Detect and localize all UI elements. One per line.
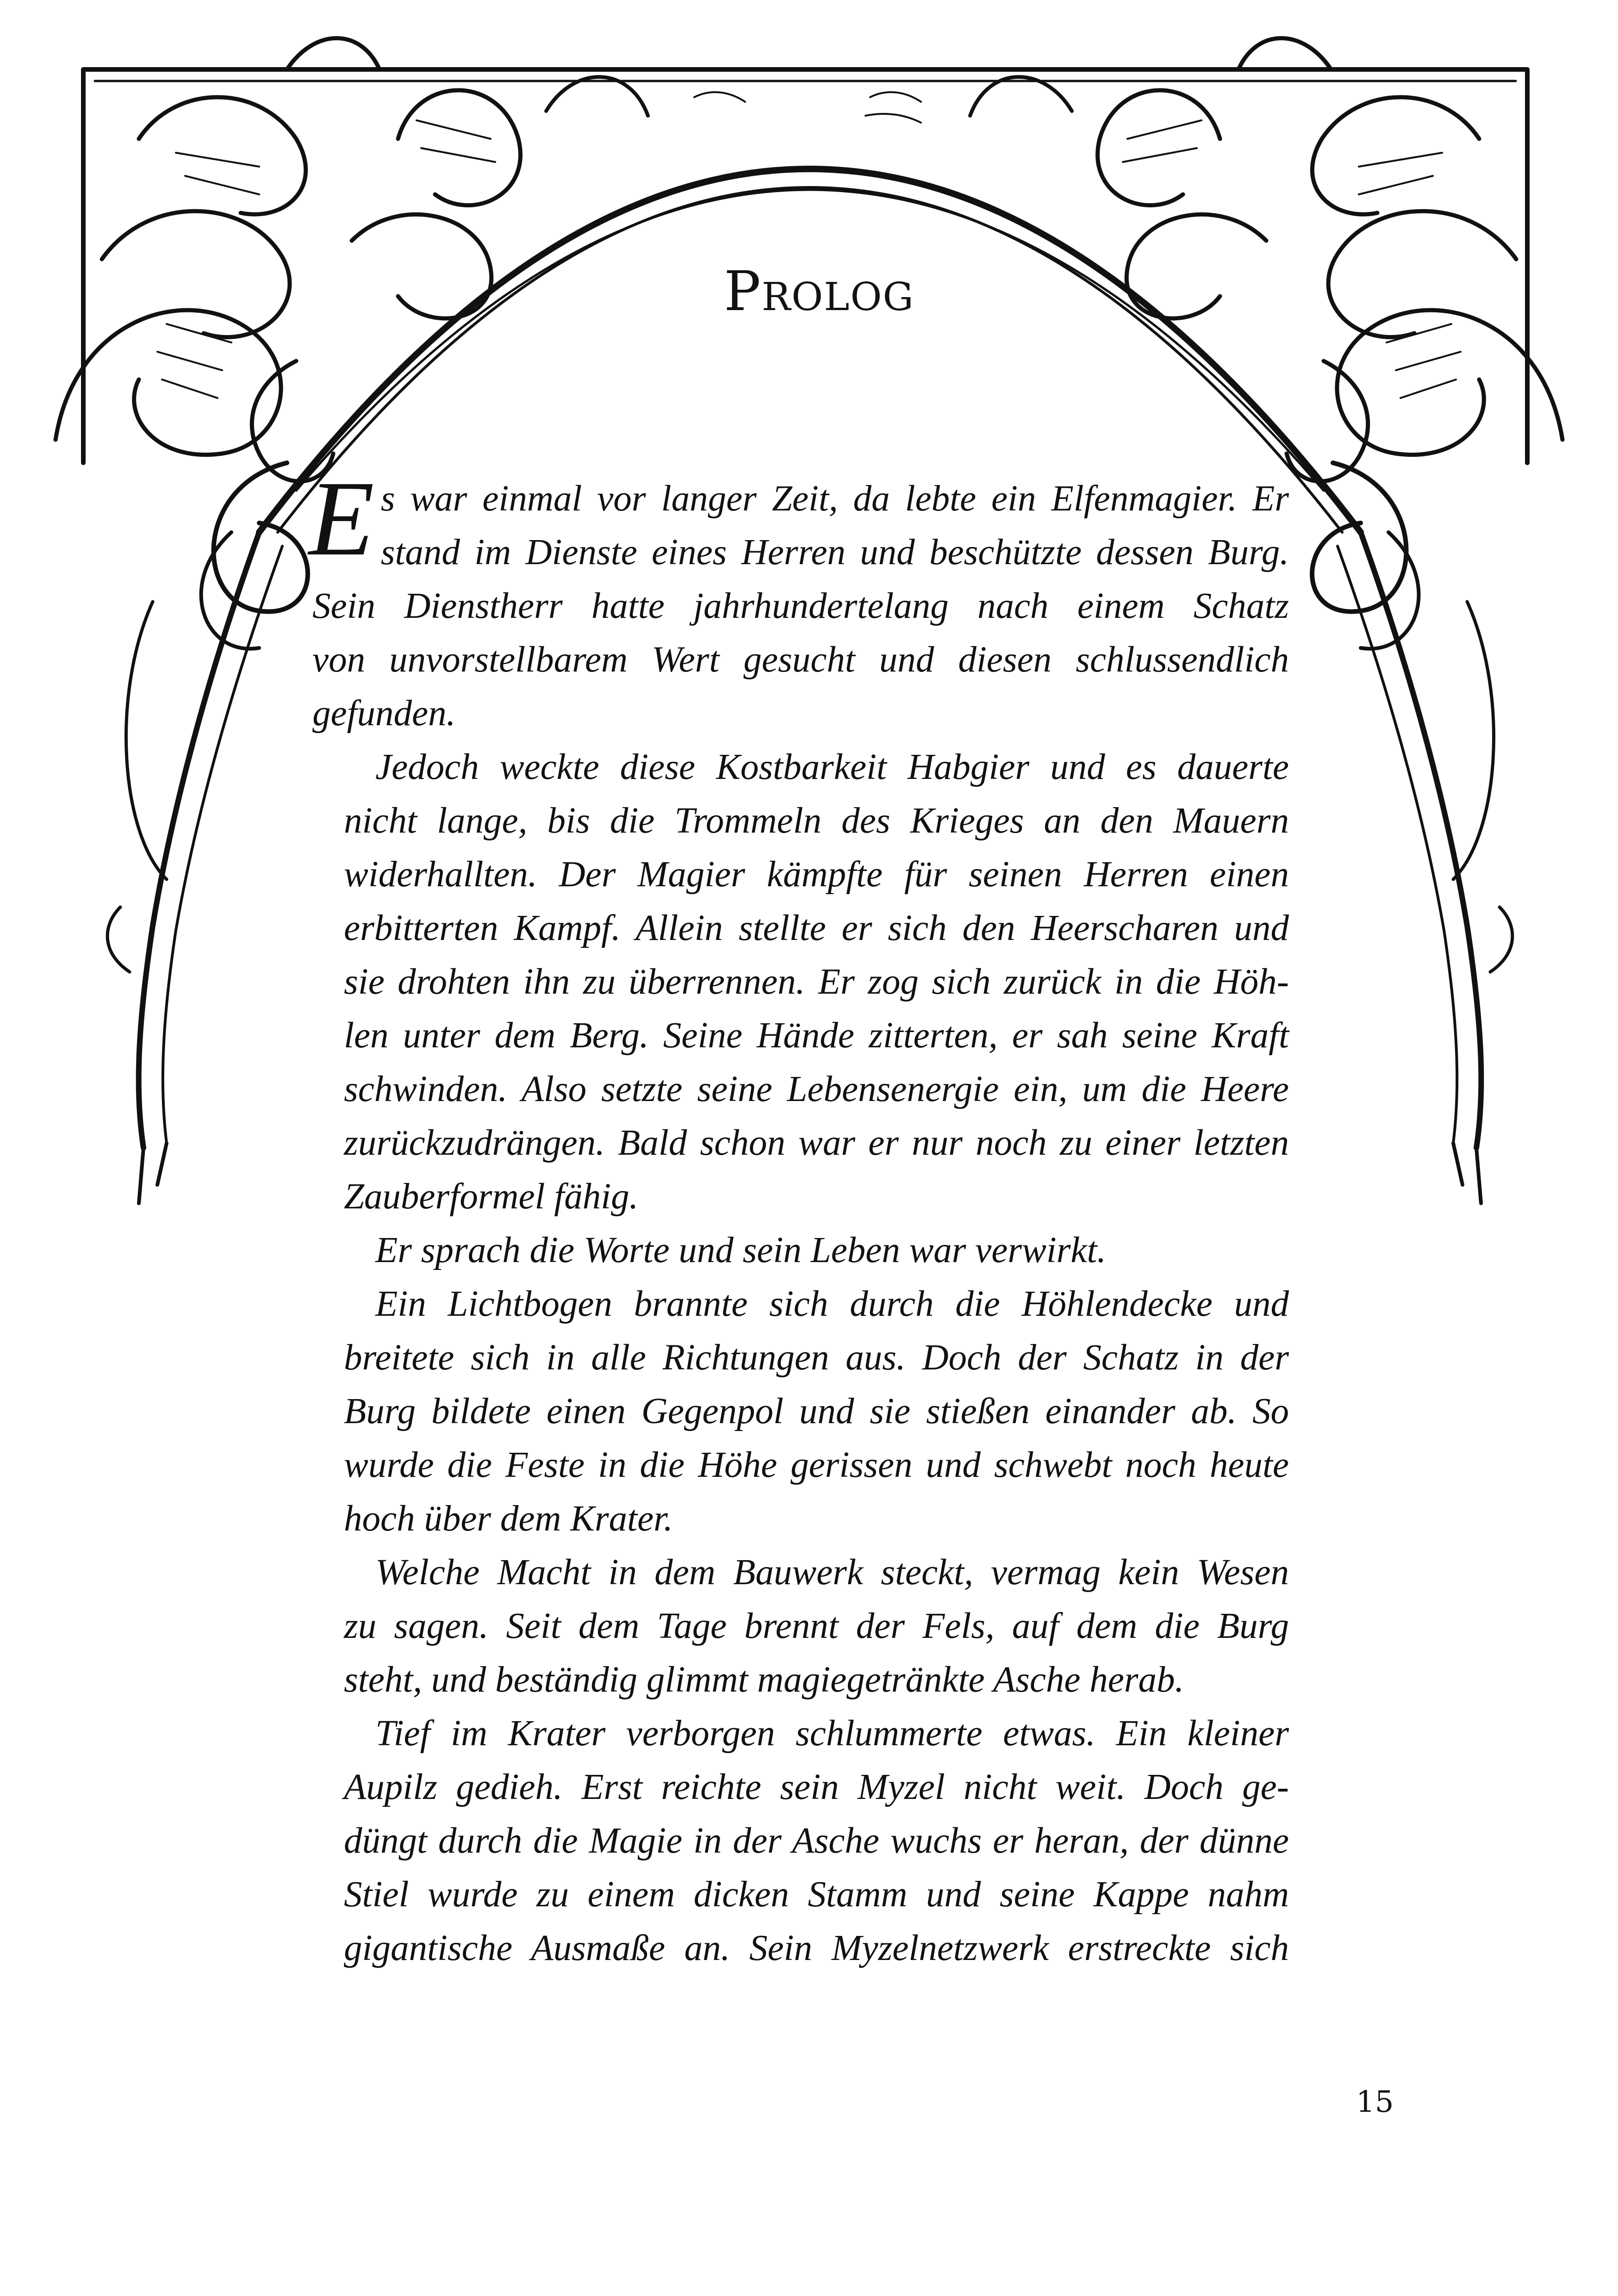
text-line: Sein Dienstherr hatte jahrhundertelang nach einem Schatz xyxy=(312,586,1289,626)
text-line: erbitterten Kampf. Allein stellte er sich den Heerscharen und xyxy=(344,908,1289,948)
text-line: wurde die Feste in die Höhe gerissen und schwebt noch heute xyxy=(344,1445,1289,1485)
text-line: düngt durch die Magie in der Asche wuchs er heran, der dünne xyxy=(344,1821,1289,1861)
text-line: breitete sich in alle Richtungen aus. Doch der Schatz in der xyxy=(344,1338,1289,1378)
text-line: gefunden. xyxy=(312,693,456,734)
text-line: Burg bildete einen Gegenpol und sie stießen einander ab. So xyxy=(344,1391,1289,1431)
text-line: len unter dem Berg. Seine Hände zitterten, er sah seine Kraft xyxy=(344,1015,1289,1056)
paragraph-6 xyxy=(312,1707,1289,1975)
text-line: Tief im Krater verborgen schlummerte etwas. Ein kleiner xyxy=(375,1713,1289,1754)
text-line: nicht lange, bis die Trommeln des Krieges an den Mauern xyxy=(344,801,1289,841)
text-line: schwinden. Also setzte seine Lebensenergie ein, um die Heere xyxy=(344,1069,1289,1109)
paragraph-1 xyxy=(309,459,1289,740)
text-line: s war einmal vor langer Zeit, da lebte ein Elfenmagier. Er xyxy=(380,479,1289,519)
paragraph-3 xyxy=(312,1224,1289,1277)
text-line: zurückzudrängen. Bald schon war er nur noch zu einer letzten xyxy=(344,1123,1289,1163)
page-number: 15 xyxy=(1356,2085,1394,2119)
text-line: Jedoch weckte diese Kostbarkeit Habgier und es dauerte xyxy=(375,747,1289,787)
paragraph-4 xyxy=(312,1277,1289,1546)
text-line: zu sagen. Seit dem Tage brennt der Fels, auf dem die Burg xyxy=(344,1606,1289,1646)
text-line: Welche Macht in dem Bauwerk steckt, vermag kein Wesen xyxy=(375,1552,1289,1593)
text-line: gigantische Ausmaße an. Sein Myzelnetzwerk erstreckte sich xyxy=(344,1928,1289,1968)
text-line: Aupilz gedieh. Erst reichte sein Myzel nicht weit. Doch ge- xyxy=(344,1767,1289,1807)
text-line: hoch über dem Krater. xyxy=(344,1499,673,1539)
text-line: Stiel wurde zu einem dicken Stamm und seine Kappe nahm xyxy=(344,1874,1289,1915)
text-line: von unvorstellbarem Wert gesucht und diesen schlussendlich xyxy=(312,640,1289,680)
text-line: stand im Dienste eines Herren und beschützte dessen Burg. xyxy=(380,532,1289,572)
paragraph-2 xyxy=(312,740,1289,1224)
drop-cap: E xyxy=(309,459,374,578)
text-line: Er sprach die Worte und sein Leben war verwirkt. xyxy=(375,1230,1107,1270)
text-line: steht, und beständig glimmt magiegetränkte Asche herab. xyxy=(344,1660,1184,1700)
text-line: Zauberformel fähig. xyxy=(344,1176,639,1217)
text-line: sie drohten ihn zu überrennen. Er zog sich zurück in die Höh- xyxy=(344,962,1289,1002)
text-line: widerhallten. Der Magier kämpfte für seinen Herren einen xyxy=(344,854,1289,895)
paragraph-5 xyxy=(312,1546,1289,1707)
prologue-text xyxy=(309,459,1289,1975)
text-line: Ein Lichtbogen brannte sich durch die Höhlendecke und xyxy=(375,1284,1289,1324)
chapter-title: Prolog xyxy=(724,259,915,323)
